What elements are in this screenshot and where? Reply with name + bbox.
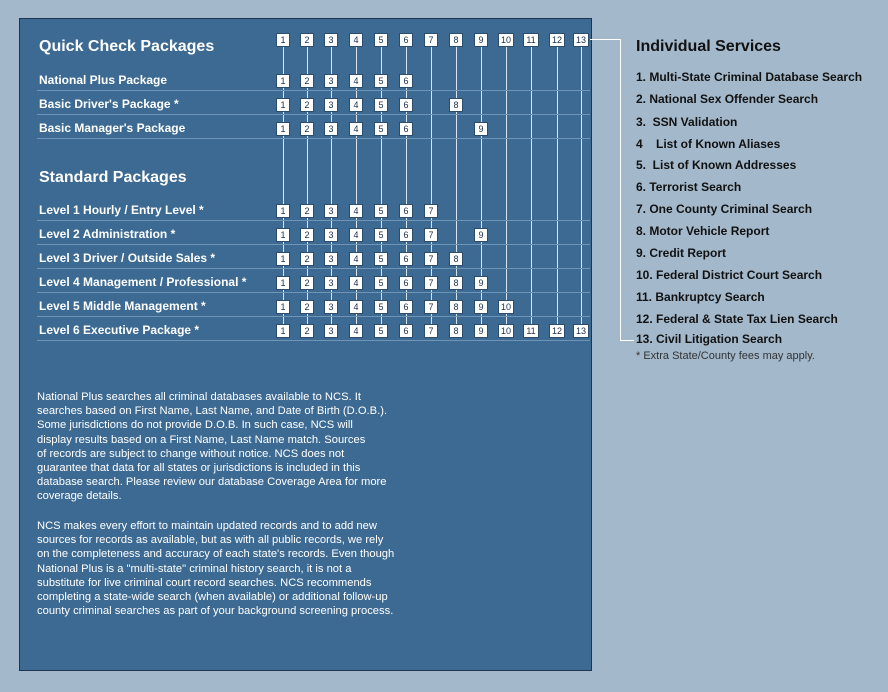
- standard-package-row-service-box[interactable]: 10: [498, 324, 514, 338]
- standard-package-row-service-box[interactable]: 1: [276, 228, 290, 242]
- standard-package-row-service-box[interactable]: 3: [324, 276, 338, 290]
- quick-package-row-service-box[interactable]: 6: [399, 74, 413, 88]
- quick-check-title: Quick Check Packages: [39, 38, 215, 55]
- row-divider: [37, 340, 590, 341]
- standard-package-row-service-box[interactable]: 8: [449, 300, 463, 314]
- service-number-box[interactable]: 11: [523, 33, 539, 47]
- standard-package-row-service-box[interactable]: 5: [374, 324, 388, 338]
- standard-package-row-service-box[interactable]: 7: [424, 324, 438, 338]
- service-item: 5. List of Known Addresses: [636, 158, 797, 172]
- service-number-box[interactable]: 12: [549, 33, 565, 47]
- column-connector-line: [531, 40, 532, 331]
- row-divider: [37, 244, 590, 245]
- quick-package-row-service-box[interactable]: 4: [349, 122, 363, 136]
- service-item: 10. Federal District Court Search: [636, 268, 823, 282]
- standard-package-row-service-box[interactable]: 2: [300, 300, 314, 314]
- standard-package-row-service-box[interactable]: 8: [449, 276, 463, 290]
- service-number-box[interactable]: 10: [498, 33, 514, 47]
- standard-package-row-service-box[interactable]: 6: [399, 324, 413, 338]
- standard-package-row-service-box[interactable]: 1: [276, 252, 290, 266]
- service-number-box[interactable]: 7: [424, 33, 438, 47]
- service-item: 12. Federal & State Tax Lien Search: [636, 312, 838, 326]
- quick-package-row-service-box[interactable]: 5: [374, 98, 388, 112]
- packages-panel: [19, 18, 592, 671]
- standard-package-row-service-box[interactable]: 3: [324, 300, 338, 314]
- quick-package-row-label: Basic Driver's Package *: [39, 97, 179, 111]
- row-divider: [37, 292, 590, 293]
- standard-package-row-service-box[interactable]: 4: [349, 252, 363, 266]
- standard-package-row-service-box[interactable]: 2: [300, 276, 314, 290]
- standard-package-row-service-box[interactable]: 4: [349, 228, 363, 242]
- row-divider: [37, 90, 590, 91]
- quick-package-row-label: National Plus Package: [39, 73, 168, 87]
- standard-package-row-service-box[interactable]: 1: [276, 324, 290, 338]
- service-number-box[interactable]: 5: [374, 33, 388, 47]
- standard-package-row-label: Level 2 Administration *: [39, 227, 176, 241]
- standard-package-row-service-box[interactable]: 4: [349, 324, 363, 338]
- bracket-top-line: [590, 39, 620, 40]
- quick-package-row-service-box[interactable]: 1: [276, 122, 290, 136]
- standard-package-row-service-box[interactable]: 1: [276, 204, 290, 218]
- bracket-vertical-line: [620, 39, 621, 340]
- quick-package-row-service-box[interactable]: 4: [349, 98, 363, 112]
- standard-package-row-service-box[interactable]: 4: [349, 276, 363, 290]
- service-number-box[interactable]: 3: [324, 33, 338, 47]
- quick-package-row-service-box[interactable]: 8: [449, 98, 463, 112]
- standard-package-row-label: Level 6 Executive Package *: [39, 323, 200, 337]
- quick-package-row-service-box[interactable]: 2: [300, 98, 314, 112]
- standard-package-row-service-box[interactable]: 7: [424, 300, 438, 314]
- standard-package-row-service-box[interactable]: 8: [449, 252, 463, 266]
- service-item: 2. National Sex Offender Search: [636, 92, 819, 106]
- quick-package-row-service-box[interactable]: 2: [300, 74, 314, 88]
- standard-package-row-service-box[interactable]: 5: [374, 300, 388, 314]
- standard-package-row-service-box[interactable]: 6: [399, 204, 413, 218]
- standard-package-row-service-box[interactable]: 2: [300, 228, 314, 242]
- standard-package-row-label: Level 4 Management / Professional *: [39, 275, 247, 289]
- standard-package-row-service-box[interactable]: 5: [374, 228, 388, 242]
- standard-package-row-service-box[interactable]: 8: [449, 324, 463, 338]
- standard-package-row-service-box[interactable]: 12: [549, 324, 565, 338]
- standard-package-row-service-box[interactable]: 3: [324, 204, 338, 218]
- service-item: 8. Motor Vehicle Report: [636, 224, 770, 238]
- standard-package-row-service-box[interactable]: 6: [399, 300, 413, 314]
- standard-package-row-service-box[interactable]: 6: [399, 252, 413, 266]
- quick-package-row-service-box[interactable]: 3: [324, 98, 338, 112]
- standard-package-row-service-box[interactable]: 10: [498, 300, 514, 314]
- description-paragraph-1: National Plus searches all criminal databases available to NCS. It searches based on First Name, Last Name, and Date of Birth (D.O.B.). Some jurisdictions do not provide D.O.B. In such case, NCS will display results based on a First Name, Last Name match. Sources of records are subject to change without notice. NCS does not guarantee that data for all states or jurisdictions is included in this database search. Please review our database Coverage Area for more coverage details.: [37, 391, 388, 503]
- standard-package-row-service-box[interactable]: 9: [474, 276, 488, 290]
- service-item: 3. SSN Validation: [636, 115, 738, 129]
- quick-package-row-service-box[interactable]: 3: [324, 74, 338, 88]
- column-connector-line: [581, 40, 582, 331]
- standard-package-row-service-box[interactable]: 1: [276, 276, 290, 290]
- standard-package-row-label: Level 1 Hourly / Entry Level *: [39, 203, 204, 217]
- standard-package-row-service-box[interactable]: 4: [349, 204, 363, 218]
- service-item: 6. Terrorist Search: [636, 180, 742, 194]
- row-divider: [37, 114, 590, 115]
- row-divider: [37, 220, 590, 221]
- service-number-box[interactable]: 8: [449, 33, 463, 47]
- standard-package-row-service-box[interactable]: 5: [374, 276, 388, 290]
- row-divider: [37, 268, 590, 269]
- quick-package-row-service-box[interactable]: 3: [324, 122, 338, 136]
- standard-package-row-service-box[interactable]: 5: [374, 252, 388, 266]
- description-paragraph-2: NCS makes every effort to maintain updated records and to add new sources for records as available, but as with all public records, we rely on the completeness and accuracy of each state's records. Even though National Plus is a "multi-state" criminal history search, it is not a substitute for live criminal court record searches. NCS recommends completing a state-wide search (when available) or additional follow-up county criminal searches as part of your background screening process.: [37, 520, 395, 618]
- standard-package-row-service-box[interactable]: 2: [300, 204, 314, 218]
- service-number-box[interactable]: 2: [300, 33, 314, 47]
- service-item: 11. Bankruptcy Search: [636, 290, 765, 304]
- standard-package-row-service-box[interactable]: 6: [399, 228, 413, 242]
- service-item: 9. Credit Report: [636, 246, 727, 260]
- standard-package-row-service-box[interactable]: 9: [474, 300, 488, 314]
- column-connector-line: [557, 40, 558, 331]
- quick-package-row-service-box[interactable]: 1: [276, 98, 290, 112]
- quick-package-row-service-box[interactable]: 6: [399, 122, 413, 136]
- bracket-bottom-line: [620, 340, 634, 341]
- quick-package-row-service-box[interactable]: 5: [374, 122, 388, 136]
- standard-package-row-service-box[interactable]: 3: [324, 228, 338, 242]
- fees-footnote: * Extra State/County fees may apply.: [636, 350, 815, 362]
- standard-package-row-service-box[interactable]: 7: [424, 276, 438, 290]
- quick-package-row-service-box[interactable]: 9: [474, 122, 488, 136]
- service-item: 13. Civil Litigation Search: [636, 332, 783, 346]
- quick-package-row-service-box[interactable]: 2: [300, 122, 314, 136]
- row-divider: [37, 316, 590, 317]
- standard-package-row-service-box[interactable]: 13: [573, 324, 589, 338]
- standard-package-row-service-box[interactable]: 2: [300, 252, 314, 266]
- standard-package-row-service-box[interactable]: 7: [424, 252, 438, 266]
- standard-package-row-service-box[interactable]: 4: [349, 300, 363, 314]
- standard-package-row-service-box[interactable]: 1: [276, 300, 290, 314]
- standard-package-row-service-box[interactable]: 11: [523, 324, 539, 338]
- quick-package-row-label: Basic Manager's Package: [39, 121, 186, 135]
- standard-packages-title: Standard Packages: [39, 169, 187, 186]
- standard-package-row-service-box[interactable]: 5: [374, 204, 388, 218]
- service-item: 7. One County Criminal Search: [636, 202, 813, 216]
- standard-package-row-service-box[interactable]: 3: [324, 252, 338, 266]
- standard-package-row-service-box[interactable]: 3: [324, 324, 338, 338]
- standard-package-row-service-box[interactable]: 7: [424, 228, 438, 242]
- row-divider: [37, 138, 590, 139]
- service-number-box[interactable]: 4: [349, 33, 363, 47]
- standard-package-row-label: Level 5 Middle Management *: [39, 299, 206, 313]
- service-item: 1. Multi-State Criminal Database Search: [636, 70, 863, 84]
- individual-services-title: Individual Services: [636, 38, 781, 55]
- service-number-box[interactable]: 1: [276, 33, 290, 47]
- service-number-box[interactable]: 9: [474, 33, 488, 47]
- quick-package-row-service-box[interactable]: 6: [399, 98, 413, 112]
- standard-package-row-service-box[interactable]: 6: [399, 276, 413, 290]
- standard-package-row-service-box[interactable]: 9: [474, 228, 488, 242]
- standard-package-row-service-box[interactable]: 7: [424, 204, 438, 218]
- service-number-box[interactable]: 6: [399, 33, 413, 47]
- quick-package-row-service-box[interactable]: 1: [276, 74, 290, 88]
- service-number-box[interactable]: 13: [573, 33, 589, 47]
- standard-package-row-label: Level 3 Driver / Outside Sales *: [39, 251, 216, 265]
- quick-package-row-service-box[interactable]: 4: [349, 74, 363, 88]
- standard-package-row-service-box[interactable]: 9: [474, 324, 488, 338]
- column-connector-line: [506, 40, 507, 331]
- quick-package-row-service-box[interactable]: 5: [374, 74, 388, 88]
- standard-package-row-service-box[interactable]: 2: [300, 324, 314, 338]
- service-item: 4 List of Known Aliases: [636, 137, 781, 151]
